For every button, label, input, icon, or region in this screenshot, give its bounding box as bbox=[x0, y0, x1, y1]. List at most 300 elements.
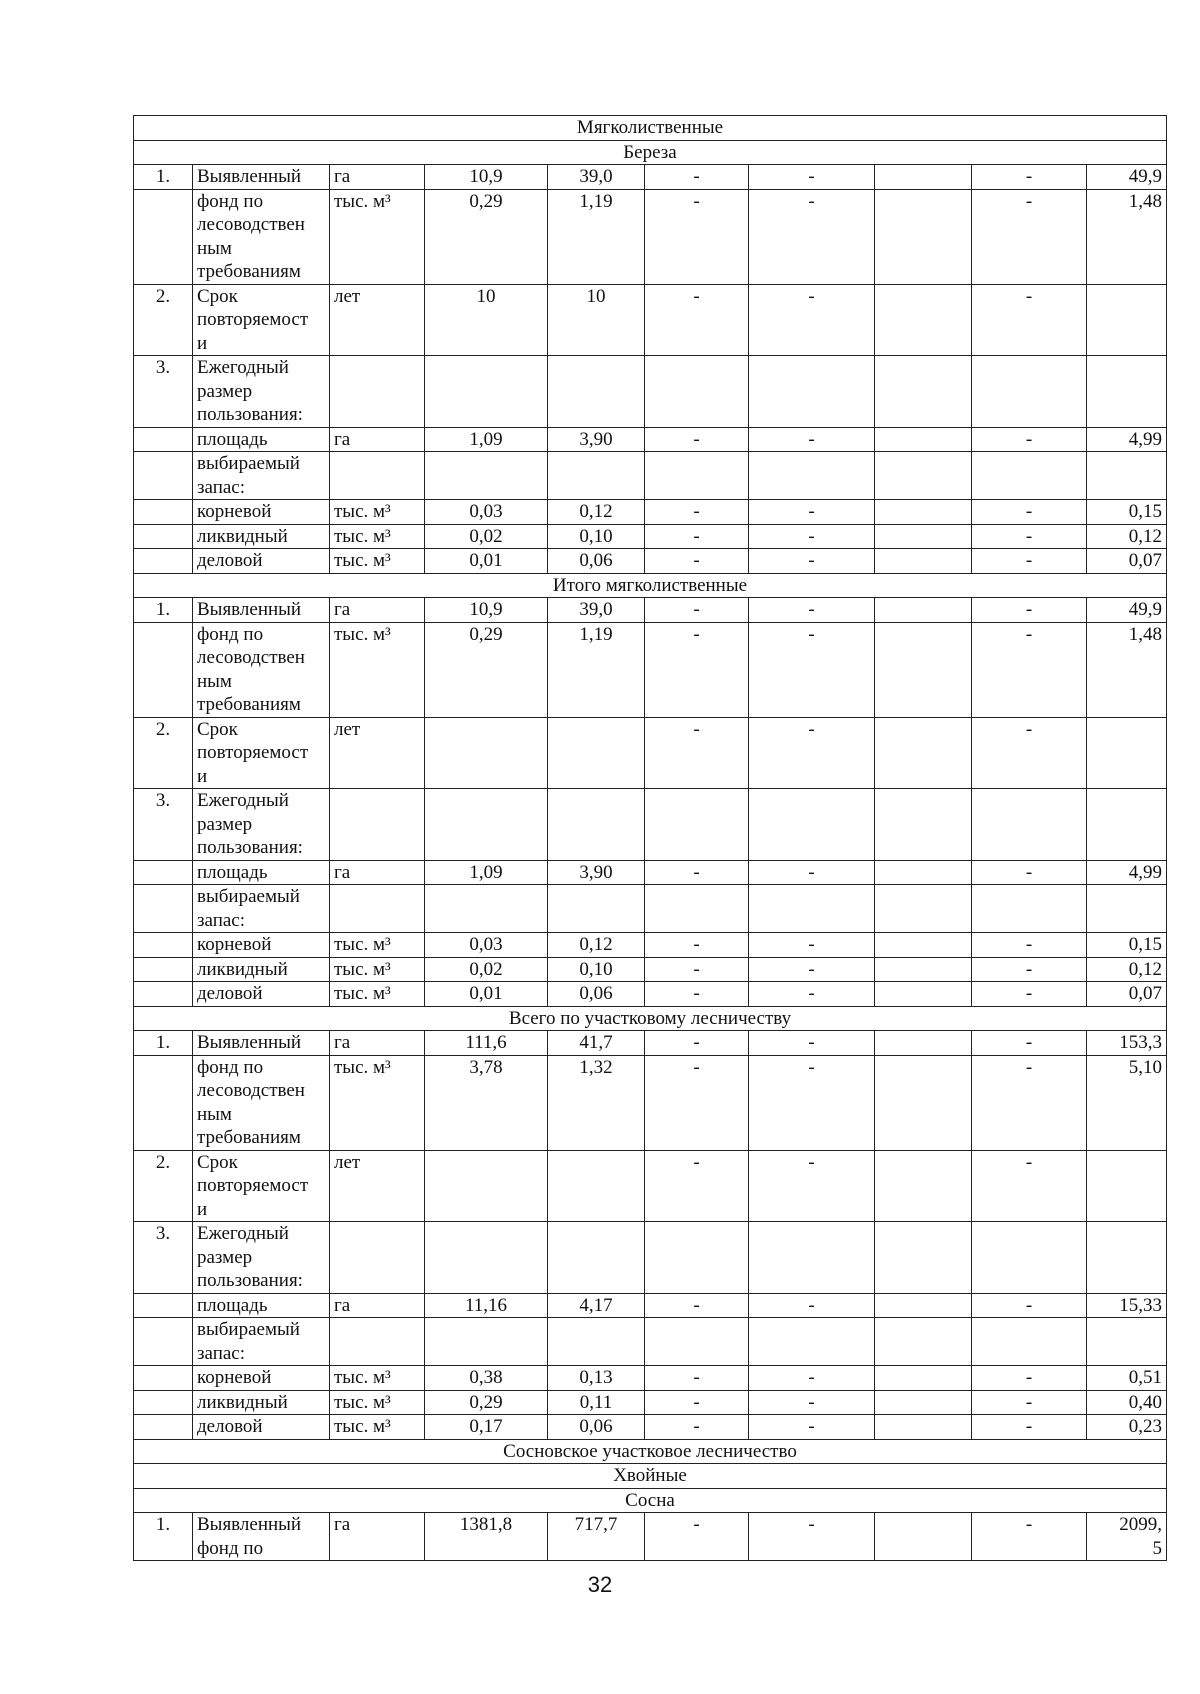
cell-value-col-2: 0,10 bbox=[548, 957, 645, 982]
cell-row-number: 2. bbox=[134, 717, 193, 789]
cell-value-col-1: 0,29 bbox=[425, 189, 548, 284]
cell-value-col-2: 1,19 bbox=[548, 622, 645, 717]
cell-total bbox=[1087, 1150, 1167, 1222]
cell-indicator-label: фонд по лесоводствен ным требованиям bbox=[193, 189, 330, 284]
cell-unit: га bbox=[330, 427, 425, 452]
cell-value-col-6 bbox=[972, 885, 1087, 933]
section-header-row bbox=[134, 1464, 1167, 1489]
cell-value-col-2: 0,11 bbox=[548, 1390, 645, 1415]
cell-indicator-label: Ежегодный размер пользования: bbox=[193, 356, 330, 428]
cell-value-col-4: - bbox=[749, 1293, 875, 1318]
cell-value-col-5 bbox=[875, 598, 972, 623]
cell-value-col-4 bbox=[749, 1318, 875, 1366]
cell-row-number: 3. bbox=[134, 356, 193, 428]
table-row bbox=[134, 598, 1167, 623]
cell-indicator-label: площадь bbox=[193, 427, 330, 452]
table-row bbox=[134, 1513, 1167, 1561]
cell-unit: тыс. м³ bbox=[330, 549, 425, 574]
table-row bbox=[134, 189, 1167, 284]
cell-total: 0,12 bbox=[1087, 957, 1167, 982]
cell-unit: га bbox=[330, 1031, 425, 1056]
table-row bbox=[134, 1390, 1167, 1415]
cell-value-col-5 bbox=[875, 284, 972, 356]
table-row bbox=[134, 1150, 1167, 1222]
cell-row-number: 1. bbox=[134, 1031, 193, 1056]
cell-row-number bbox=[134, 957, 193, 982]
cell-indicator-label: Ежегодный размер пользования: bbox=[193, 1222, 330, 1294]
cell-value-col-1: 0,29 bbox=[425, 1390, 548, 1415]
cell-indicator-label: выбираемый запас: bbox=[193, 1318, 330, 1366]
cell-indicator-label: Выявленный фонд по bbox=[193, 1513, 330, 1561]
cell-row-number bbox=[134, 860, 193, 885]
cell-value-col-6: - bbox=[972, 860, 1087, 885]
cell-value-col-2 bbox=[548, 356, 645, 428]
cell-total bbox=[1087, 885, 1167, 933]
cell-row-number: 2. bbox=[134, 1150, 193, 1222]
cell-row-number bbox=[134, 500, 193, 525]
table-row bbox=[134, 885, 1167, 933]
cell-value-col-4: - bbox=[749, 427, 875, 452]
section-title: Береза bbox=[134, 140, 1167, 165]
cell-value-col-5 bbox=[875, 1513, 972, 1561]
section-header-row bbox=[134, 116, 1167, 141]
cell-unit: га bbox=[330, 860, 425, 885]
section-header-row bbox=[134, 1439, 1167, 1464]
cell-row-number: 1. bbox=[134, 598, 193, 623]
cell-value-col-1: 0,29 bbox=[425, 622, 548, 717]
cell-value-col-2: 1,32 bbox=[548, 1055, 645, 1150]
cell-total: 49,9 bbox=[1087, 165, 1167, 190]
table-row bbox=[134, 982, 1167, 1007]
cell-unit bbox=[330, 1318, 425, 1366]
cell-value-col-4: - bbox=[749, 549, 875, 574]
cell-value-col-4: - bbox=[749, 165, 875, 190]
cell-value-col-1: 0,17 bbox=[425, 1415, 548, 1440]
table-row bbox=[134, 549, 1167, 574]
table-row bbox=[134, 933, 1167, 958]
cell-value-col-6: - bbox=[972, 1150, 1087, 1222]
cell-value-col-4: - bbox=[749, 622, 875, 717]
cell-value-col-6: - bbox=[972, 524, 1087, 549]
section-title: Сосна bbox=[134, 1488, 1167, 1513]
section-header-row bbox=[134, 1006, 1167, 1031]
cell-indicator-label: Выявленный bbox=[193, 598, 330, 623]
cell-value-col-6 bbox=[972, 1222, 1087, 1294]
cell-value-col-1 bbox=[425, 1318, 548, 1366]
cell-value-col-4: - bbox=[749, 1031, 875, 1056]
cell-value-col-2: 41,7 bbox=[548, 1031, 645, 1056]
cell-value-col-3 bbox=[645, 1318, 749, 1366]
cell-value-col-2: 0,06 bbox=[548, 549, 645, 574]
cell-row-number bbox=[134, 1390, 193, 1415]
cell-total: 0,15 bbox=[1087, 933, 1167, 958]
table-row bbox=[134, 1055, 1167, 1150]
cell-total: 0,07 bbox=[1087, 982, 1167, 1007]
table-row bbox=[134, 500, 1167, 525]
cell-value-col-6 bbox=[972, 356, 1087, 428]
cell-value-col-2: 1,19 bbox=[548, 189, 645, 284]
cell-value-col-4: - bbox=[749, 1513, 875, 1561]
cell-indicator-label: корневой bbox=[193, 500, 330, 525]
cell-unit: лет bbox=[330, 717, 425, 789]
cell-value-col-6: - bbox=[972, 189, 1087, 284]
cell-value-col-2 bbox=[548, 452, 645, 500]
cell-value-col-4: - bbox=[749, 1150, 875, 1222]
cell-value-col-3: - bbox=[645, 189, 749, 284]
cell-unit: тыс. м³ bbox=[330, 1390, 425, 1415]
cell-total: 2099, 5 bbox=[1087, 1513, 1167, 1561]
table-row bbox=[134, 1031, 1167, 1056]
cell-value-col-6: - bbox=[972, 717, 1087, 789]
cell-value-col-6 bbox=[972, 452, 1087, 500]
cell-indicator-label: выбираемый запас: bbox=[193, 452, 330, 500]
cell-total bbox=[1087, 284, 1167, 356]
cell-indicator-label: ликвидный bbox=[193, 957, 330, 982]
table-body bbox=[134, 116, 1167, 1561]
cell-value-col-5 bbox=[875, 789, 972, 861]
forest-use-table bbox=[133, 115, 1167, 1561]
cell-row-number bbox=[134, 1318, 193, 1366]
cell-value-col-2: 0,10 bbox=[548, 524, 645, 549]
cell-row-number: 3. bbox=[134, 1222, 193, 1294]
cell-value-col-2: 39,0 bbox=[548, 165, 645, 190]
cell-value-col-1: 111,6 bbox=[425, 1031, 548, 1056]
cell-value-col-6: - bbox=[972, 622, 1087, 717]
cell-indicator-label: ликвидный bbox=[193, 1390, 330, 1415]
cell-value-col-6: - bbox=[972, 427, 1087, 452]
section-header-row bbox=[134, 573, 1167, 598]
cell-total bbox=[1087, 1318, 1167, 1366]
cell-value-col-5 bbox=[875, 549, 972, 574]
cell-value-col-1 bbox=[425, 1150, 548, 1222]
cell-value-col-4: - bbox=[749, 717, 875, 789]
cell-row-number bbox=[134, 622, 193, 717]
cell-total bbox=[1087, 356, 1167, 428]
section-title: Всего по участковому лесничеству bbox=[134, 1006, 1167, 1031]
cell-value-col-4: - bbox=[749, 957, 875, 982]
cell-total: 1,48 bbox=[1087, 189, 1167, 284]
cell-value-col-5 bbox=[875, 1318, 972, 1366]
cell-unit: тыс. м³ bbox=[330, 500, 425, 525]
table-row bbox=[134, 356, 1167, 428]
cell-indicator-label: выбираемый запас: bbox=[193, 885, 330, 933]
cell-value-col-3 bbox=[645, 789, 749, 861]
cell-row-number bbox=[134, 189, 193, 284]
table-row bbox=[134, 860, 1167, 885]
cell-unit: лет bbox=[330, 1150, 425, 1222]
cell-value-col-2 bbox=[548, 885, 645, 933]
cell-value-col-2 bbox=[548, 1150, 645, 1222]
table-row bbox=[134, 427, 1167, 452]
cell-value-col-3: - bbox=[645, 427, 749, 452]
cell-value-col-4: - bbox=[749, 933, 875, 958]
cell-unit: тыс. м³ bbox=[330, 622, 425, 717]
cell-value-col-4: - bbox=[749, 1366, 875, 1391]
cell-value-col-4: - bbox=[749, 1415, 875, 1440]
cell-value-col-3 bbox=[645, 1222, 749, 1294]
cell-value-col-5 bbox=[875, 982, 972, 1007]
cell-value-col-3: - bbox=[645, 165, 749, 190]
cell-total bbox=[1087, 717, 1167, 789]
cell-value-col-1: 0,01 bbox=[425, 982, 548, 1007]
cell-value-col-1: 0,02 bbox=[425, 524, 548, 549]
cell-value-col-6: - bbox=[972, 1055, 1087, 1150]
cell-total: 4,99 bbox=[1087, 860, 1167, 885]
cell-value-col-3: - bbox=[645, 717, 749, 789]
table-row bbox=[134, 165, 1167, 190]
cell-value-col-1: 1,09 bbox=[425, 860, 548, 885]
cell-row-number bbox=[134, 1293, 193, 1318]
cell-value-col-5 bbox=[875, 452, 972, 500]
cell-value-col-3 bbox=[645, 452, 749, 500]
cell-value-col-3: - bbox=[645, 598, 749, 623]
cell-value-col-3: - bbox=[645, 1390, 749, 1415]
cell-row-number bbox=[134, 524, 193, 549]
cell-value-col-6: - bbox=[972, 284, 1087, 356]
cell-value-col-5 bbox=[875, 524, 972, 549]
cell-value-col-1: 0,38 bbox=[425, 1366, 548, 1391]
cell-value-col-1: 3,78 bbox=[425, 1055, 548, 1150]
cell-value-col-2: 3,90 bbox=[548, 427, 645, 452]
cell-value-col-3 bbox=[645, 356, 749, 428]
cell-row-number bbox=[134, 933, 193, 958]
cell-total: 153,3 bbox=[1087, 1031, 1167, 1056]
cell-unit: тыс. м³ bbox=[330, 524, 425, 549]
cell-indicator-label: деловой bbox=[193, 982, 330, 1007]
cell-value-col-3: - bbox=[645, 933, 749, 958]
section-header-row bbox=[134, 140, 1167, 165]
cell-indicator-label: Выявленный bbox=[193, 165, 330, 190]
cell-value-col-2: 39,0 bbox=[548, 598, 645, 623]
cell-value-col-1 bbox=[425, 452, 548, 500]
cell-row-number: 3. bbox=[134, 789, 193, 861]
cell-indicator-label: корневой bbox=[193, 933, 330, 958]
cell-value-col-3: - bbox=[645, 957, 749, 982]
cell-value-col-5 bbox=[875, 1293, 972, 1318]
cell-value-col-5 bbox=[875, 500, 972, 525]
cell-total: 15,33 bbox=[1087, 1293, 1167, 1318]
cell-unit: тыс. м³ bbox=[330, 982, 425, 1007]
cell-value-col-6: - bbox=[972, 500, 1087, 525]
table-row bbox=[134, 789, 1167, 861]
cell-value-col-4 bbox=[749, 789, 875, 861]
cell-unit: тыс. м³ bbox=[330, 1055, 425, 1150]
cell-value-col-6 bbox=[972, 1318, 1087, 1366]
cell-value-col-4: - bbox=[749, 598, 875, 623]
cell-value-col-5 bbox=[875, 165, 972, 190]
cell-value-col-6: - bbox=[972, 1390, 1087, 1415]
cell-value-col-4: - bbox=[749, 1055, 875, 1150]
cell-value-col-5 bbox=[875, 1366, 972, 1391]
cell-value-col-5 bbox=[875, 1390, 972, 1415]
cell-row-number: 1. bbox=[134, 1513, 193, 1561]
cell-total: 0,12 bbox=[1087, 524, 1167, 549]
cell-value-col-6: - bbox=[972, 598, 1087, 623]
cell-indicator-label: Срок повторяемост и bbox=[193, 1150, 330, 1222]
cell-value-col-2: 4,17 bbox=[548, 1293, 645, 1318]
section-title: Итого мягколиственные bbox=[134, 573, 1167, 598]
cell-unit bbox=[330, 452, 425, 500]
cell-unit: тыс. м³ bbox=[330, 957, 425, 982]
cell-row-number: 1. bbox=[134, 165, 193, 190]
cell-value-col-1 bbox=[425, 717, 548, 789]
section-title: Мягколиственные bbox=[134, 116, 1167, 141]
cell-value-col-3: - bbox=[645, 500, 749, 525]
cell-unit bbox=[330, 1222, 425, 1294]
cell-value-col-5 bbox=[875, 189, 972, 284]
table-row bbox=[134, 1318, 1167, 1366]
cell-value-col-5 bbox=[875, 1415, 972, 1440]
cell-unit: тыс. м³ bbox=[330, 1415, 425, 1440]
cell-value-col-6: - bbox=[972, 549, 1087, 574]
table-row bbox=[134, 717, 1167, 789]
cell-unit: га bbox=[330, 165, 425, 190]
cell-total: 49,9 bbox=[1087, 598, 1167, 623]
table-row bbox=[134, 1222, 1167, 1294]
cell-total: 4,99 bbox=[1087, 427, 1167, 452]
cell-value-col-3: - bbox=[645, 1513, 749, 1561]
cell-total: 0,15 bbox=[1087, 500, 1167, 525]
table-row bbox=[134, 524, 1167, 549]
cell-value-col-5 bbox=[875, 957, 972, 982]
cell-unit: тыс. м³ bbox=[330, 933, 425, 958]
cell-indicator-label: Выявленный bbox=[193, 1031, 330, 1056]
table-row bbox=[134, 284, 1167, 356]
cell-total bbox=[1087, 1222, 1167, 1294]
cell-value-col-5 bbox=[875, 717, 972, 789]
cell-value-col-2: 3,90 bbox=[548, 860, 645, 885]
cell-value-col-3: - bbox=[645, 1031, 749, 1056]
cell-unit: тыс. м³ bbox=[330, 189, 425, 284]
cell-value-col-5 bbox=[875, 622, 972, 717]
cell-total: 0,07 bbox=[1087, 549, 1167, 574]
cell-indicator-label: деловой bbox=[193, 549, 330, 574]
table-row bbox=[134, 1366, 1167, 1391]
cell-total bbox=[1087, 789, 1167, 861]
section-header-row bbox=[134, 1488, 1167, 1513]
cell-row-number bbox=[134, 1055, 193, 1150]
cell-value-col-2: 0,12 bbox=[548, 500, 645, 525]
cell-indicator-label: ликвидный bbox=[193, 524, 330, 549]
cell-value-col-5 bbox=[875, 933, 972, 958]
cell-value-col-2: 0,06 bbox=[548, 1415, 645, 1440]
cell-value-col-1: 0,03 bbox=[425, 933, 548, 958]
cell-value-col-4: - bbox=[749, 982, 875, 1007]
cell-unit: лет bbox=[330, 284, 425, 356]
cell-value-col-4: - bbox=[749, 500, 875, 525]
cell-total: 0,51 bbox=[1087, 1366, 1167, 1391]
cell-row-number bbox=[134, 427, 193, 452]
cell-value-col-5 bbox=[875, 1150, 972, 1222]
cell-value-col-5 bbox=[875, 356, 972, 428]
cell-value-col-3: - bbox=[645, 1150, 749, 1222]
cell-row-number bbox=[134, 452, 193, 500]
cell-value-col-2 bbox=[548, 1318, 645, 1366]
cell-value-col-2 bbox=[548, 1222, 645, 1294]
cell-value-col-6: - bbox=[972, 957, 1087, 982]
cell-value-col-6: - bbox=[972, 165, 1087, 190]
cell-value-col-1: 1,09 bbox=[425, 427, 548, 452]
cell-total: 1,48 bbox=[1087, 622, 1167, 717]
cell-value-col-4 bbox=[749, 1222, 875, 1294]
cell-value-col-2: 0,06 bbox=[548, 982, 645, 1007]
cell-value-col-2: 0,12 bbox=[548, 933, 645, 958]
cell-indicator-label: фонд по лесоводствен ным требованиям bbox=[193, 1055, 330, 1150]
cell-value-col-3: - bbox=[645, 284, 749, 356]
cell-value-col-1: 0,01 bbox=[425, 549, 548, 574]
cell-unit bbox=[330, 885, 425, 933]
cell-value-col-1: 10,9 bbox=[425, 598, 548, 623]
section-title: Хвойные bbox=[134, 1464, 1167, 1489]
cell-total: 0,23 bbox=[1087, 1415, 1167, 1440]
cell-value-col-5 bbox=[875, 1222, 972, 1294]
cell-value-col-4 bbox=[749, 356, 875, 428]
cell-value-col-6: - bbox=[972, 1513, 1087, 1561]
cell-unit bbox=[330, 789, 425, 861]
cell-value-col-1: 11,16 bbox=[425, 1293, 548, 1318]
cell-value-col-3: - bbox=[645, 1366, 749, 1391]
table-row bbox=[134, 1293, 1167, 1318]
cell-value-col-6: - bbox=[972, 1366, 1087, 1391]
cell-total: 0,40 bbox=[1087, 1390, 1167, 1415]
table-row bbox=[134, 622, 1167, 717]
cell-row-number bbox=[134, 885, 193, 933]
cell-unit bbox=[330, 356, 425, 428]
table-row bbox=[134, 957, 1167, 982]
section-title: Сосновское участковое лесничество bbox=[134, 1439, 1167, 1464]
cell-value-col-1 bbox=[425, 885, 548, 933]
cell-indicator-label: корневой bbox=[193, 1366, 330, 1391]
cell-value-col-2: 0,13 bbox=[548, 1366, 645, 1391]
cell-value-col-5 bbox=[875, 1031, 972, 1056]
cell-indicator-label: деловой bbox=[193, 1415, 330, 1440]
cell-indicator-label: Ежегодный размер пользования: bbox=[193, 789, 330, 861]
cell-value-col-3: - bbox=[645, 1055, 749, 1150]
cell-unit: га bbox=[330, 1513, 425, 1561]
cell-value-col-1: 10,9 bbox=[425, 165, 548, 190]
cell-row-number: 2. bbox=[134, 284, 193, 356]
cell-value-col-5 bbox=[875, 427, 972, 452]
cell-value-col-1 bbox=[425, 1222, 548, 1294]
cell-value-col-4: - bbox=[749, 860, 875, 885]
cell-unit: тыс. м³ bbox=[330, 1366, 425, 1391]
cell-row-number bbox=[134, 1415, 193, 1440]
cell-value-col-4: - bbox=[749, 1390, 875, 1415]
cell-value-col-3: - bbox=[645, 860, 749, 885]
cell-value-col-4: - bbox=[749, 524, 875, 549]
cell-value-col-3: - bbox=[645, 1293, 749, 1318]
cell-value-col-2 bbox=[548, 789, 645, 861]
table-row bbox=[134, 452, 1167, 500]
cell-unit: га bbox=[330, 1293, 425, 1318]
cell-value-col-3: - bbox=[645, 1415, 749, 1440]
cell-indicator-label: Срок повторяемост и bbox=[193, 717, 330, 789]
cell-value-col-4: - bbox=[749, 189, 875, 284]
cell-row-number bbox=[134, 982, 193, 1007]
cell-value-col-2 bbox=[548, 717, 645, 789]
cell-value-col-5 bbox=[875, 860, 972, 885]
cell-value-col-4: - bbox=[749, 284, 875, 356]
cell-value-col-6: - bbox=[972, 1293, 1087, 1318]
cell-row-number bbox=[134, 1366, 193, 1391]
cell-value-col-6: - bbox=[972, 933, 1087, 958]
cell-indicator-label: площадь bbox=[193, 860, 330, 885]
cell-value-col-3 bbox=[645, 885, 749, 933]
cell-total bbox=[1087, 452, 1167, 500]
cell-indicator-label: площадь bbox=[193, 1293, 330, 1318]
table-row bbox=[134, 1415, 1167, 1440]
page-number: 32 bbox=[587, 1572, 613, 1597]
